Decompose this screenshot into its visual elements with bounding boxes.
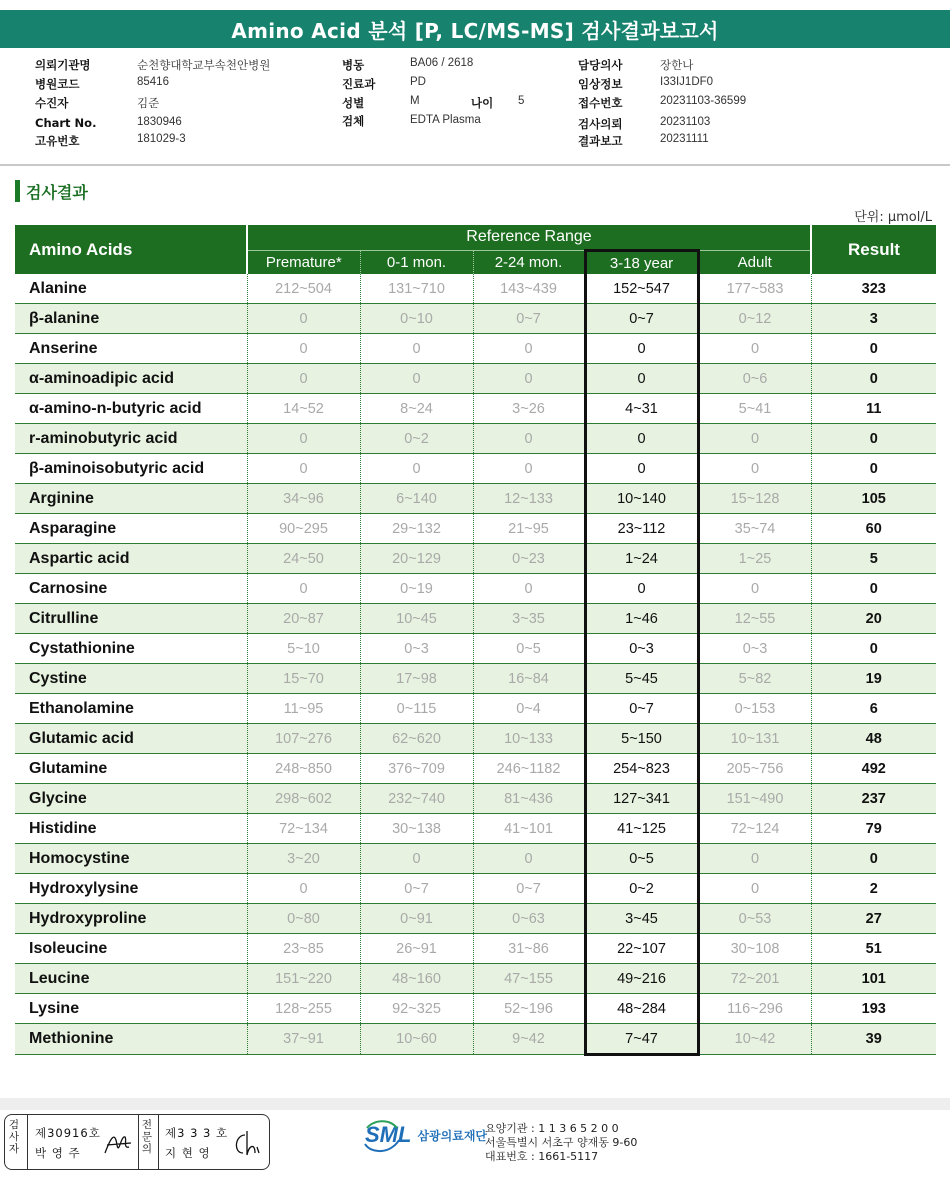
ref-3-18-year: 0~3: [585, 634, 698, 664]
table-row: [15, 574, 936, 604]
table-row: [15, 364, 936, 394]
ref-2-24-mon: 12~133: [473, 484, 585, 514]
ref-2-24-mon: 246~1182: [473, 754, 585, 784]
ref-0-1-mon: 26~91: [360, 934, 473, 964]
label-ward: 병동: [342, 58, 365, 72]
ref-adult: 0~3: [698, 634, 811, 664]
sign-divider-1: [27, 1115, 28, 1169]
ref-3-18-year: 0: [585, 364, 698, 394]
table-row: [15, 634, 936, 664]
amino-acid-name: Hydroxylysine: [15, 874, 247, 904]
amino-acid-name: Methionine: [15, 1024, 247, 1055]
ref-2-24-mon: 0~7: [473, 874, 585, 904]
ref-premature: 3~20: [247, 844, 360, 874]
ref-0-1-mon: 0: [360, 364, 473, 394]
patient-info: [0, 52, 950, 164]
footer-divider: [0, 1098, 950, 1110]
value-department: PD: [410, 76, 426, 88]
ref-adult: 5~82: [698, 664, 811, 694]
report-title: Amino Acid 분석 [P, LC/MS-MS] 검사결과보고서: [0, 10, 950, 48]
amino-acid-name: Hydroxyproline: [15, 904, 247, 934]
ref-0-1-mon: 0: [360, 334, 473, 364]
ref-2-24-mon: 0: [473, 424, 585, 454]
ref-2-24-mon: 0: [473, 574, 585, 604]
ref-premature: 298~602: [247, 784, 360, 814]
table-row: [15, 484, 936, 514]
table-row: [15, 994, 936, 1024]
signer1-signature-icon: [101, 1127, 135, 1159]
ref-3-18-year: 152~547: [585, 274, 698, 304]
table-row: [15, 664, 936, 694]
amino-acid-name: r-aminobutyric acid: [15, 424, 247, 454]
result-value: 5: [811, 544, 936, 574]
amino-acid-name: Aspartic acid: [15, 544, 247, 574]
label-department: 진료과: [342, 77, 376, 91]
ref-adult: 72~124: [698, 814, 811, 844]
lab-contact: [485, 1122, 637, 1164]
ref-2-24-mon: 81~436: [473, 784, 585, 814]
result-value: 105: [811, 484, 936, 514]
table-row: [15, 964, 936, 994]
amino-acid-name: Lysine: [15, 994, 247, 1024]
ref-premature: 107~276: [247, 724, 360, 754]
ref-0-1-mon: 0~91: [360, 904, 473, 934]
sml-logo-arc-icon: [361, 1118, 401, 1154]
ref-adult: 151~490: [698, 784, 811, 814]
header-0-1-mon: 0-1 mon.: [360, 251, 473, 275]
table-row: [15, 784, 936, 814]
ref-3-18-year: 0~7: [585, 304, 698, 334]
value-sex: M: [410, 95, 420, 107]
table-row: [15, 544, 936, 574]
result-value: 0: [811, 634, 936, 664]
ref-premature: 0: [247, 334, 360, 364]
ref-0-1-mon: 232~740: [360, 784, 473, 814]
value-unique-no: 181029-3: [137, 133, 186, 145]
ref-2-24-mon: 3~35: [473, 604, 585, 634]
amino-acid-name: β-alanine: [15, 304, 247, 334]
ref-2-24-mon: 0~5: [473, 634, 585, 664]
value-reception-no: 20231103-36599: [660, 95, 747, 107]
ref-3-18-year: 3~45: [585, 904, 698, 934]
value-requesting-institution: 순천향대학교부속천안병원: [137, 60, 271, 72]
ref-premature: 90~295: [247, 514, 360, 544]
result-value: 492: [811, 754, 936, 784]
ref-2-24-mon: 31~86: [473, 934, 585, 964]
amino-acid-name: Leucine: [15, 964, 247, 994]
value-chart-no: 1830946: [137, 116, 182, 128]
ref-0-1-mon: 0~10: [360, 304, 473, 334]
result-value: 0: [811, 574, 936, 604]
signer1-role: [8, 1119, 22, 1155]
amino-acid-name: Arginine: [15, 484, 247, 514]
ref-adult: 0: [698, 844, 811, 874]
ref-0-1-mon: 17~98: [360, 664, 473, 694]
contact-address: 서울특별시 서초구 양재동 9-60: [485, 1136, 638, 1149]
amino-acid-name: Glutamic acid: [15, 724, 247, 754]
sign-divider-3: [158, 1115, 159, 1169]
amino-acid-name: β-aminoisobutyric acid: [15, 454, 247, 484]
ref-2-24-mon: 0: [473, 364, 585, 394]
ref-2-24-mon: 10~133: [473, 724, 585, 754]
sml-logo-name: 삼광의료재단: [417, 1128, 488, 1143]
ref-adult: 0~153: [698, 694, 811, 724]
signer2-name: 지 현 영: [165, 1146, 211, 1160]
ref-3-18-year: 0~7: [585, 694, 698, 724]
sml-logo-mark: SML: [365, 1122, 412, 1147]
table-row: [15, 844, 936, 874]
ref-0-1-mon: 48~160: [360, 964, 473, 994]
signer2-signature-icon: [229, 1127, 263, 1159]
ref-premature: 0: [247, 874, 360, 904]
table-row: [15, 754, 936, 784]
result-value: 237: [811, 784, 936, 814]
amino-acid-name: Isoleucine: [15, 934, 247, 964]
ref-3-18-year: 127~341: [585, 784, 698, 814]
value-ward: BA06 / 2618: [410, 57, 474, 69]
ref-adult: 10~131: [698, 724, 811, 754]
ref-3-18-year: 49~216: [585, 964, 698, 994]
label-patient: 수진자: [35, 96, 69, 110]
ref-0-1-mon: 0~3: [360, 634, 473, 664]
table-row: [15, 904, 936, 934]
ref-2-24-mon: 47~155: [473, 964, 585, 994]
ref-adult: 12~55: [698, 604, 811, 634]
label-unique-no: 고유번호: [35, 134, 80, 148]
amino-acid-name: Glutamine: [15, 754, 247, 784]
ref-3-18-year: 0~2: [585, 874, 698, 904]
ref-0-1-mon: 376~709: [360, 754, 473, 784]
result-value: 79: [811, 814, 936, 844]
ref-3-18-year: 1~24: [585, 544, 698, 574]
value-specimen: EDTA Plasma: [410, 114, 481, 126]
ref-3-18-year: 1~46: [585, 604, 698, 634]
table-row: [15, 394, 936, 424]
ref-2-24-mon: 0~23: [473, 544, 585, 574]
result-value: 11: [811, 394, 936, 424]
header-reference-range: Reference Range: [247, 225, 811, 251]
ref-premature: 0~80: [247, 904, 360, 934]
label-doctor: 담당의사: [578, 58, 623, 72]
ref-3-18-year: 41~125: [585, 814, 698, 844]
ref-0-1-mon: 131~710: [360, 274, 473, 304]
amino-acid-name: Histidine: [15, 814, 247, 844]
ref-0-1-mon: 6~140: [360, 484, 473, 514]
result-value: 0: [811, 424, 936, 454]
ref-adult: 35~74: [698, 514, 811, 544]
ref-3-18-year: 23~112: [585, 514, 698, 544]
table-row: [15, 274, 936, 304]
ref-adult: 0: [698, 334, 811, 364]
ref-2-24-mon: 0: [473, 844, 585, 874]
amino-acid-name: Asparagine: [15, 514, 247, 544]
ref-2-24-mon: 3~26: [473, 394, 585, 424]
ref-0-1-mon: 92~325: [360, 994, 473, 1024]
ref-3-18-year: 7~47: [585, 1024, 698, 1055]
ref-premature: 5~10: [247, 634, 360, 664]
ref-premature: 212~504: [247, 274, 360, 304]
section-title-text: 검사결과: [26, 182, 88, 202]
result-value: 51: [811, 934, 936, 964]
ref-2-24-mon: 16~84: [473, 664, 585, 694]
label-requesting-institution: 의뢰기관명: [35, 58, 91, 72]
ref-2-24-mon: 0~63: [473, 904, 585, 934]
table-row: [15, 424, 936, 454]
result-value: 27: [811, 904, 936, 934]
ref-adult: 10~42: [698, 1024, 811, 1055]
result-value: 323: [811, 274, 936, 304]
ref-0-1-mon: 0~2: [360, 424, 473, 454]
ref-0-1-mon: 0~19: [360, 574, 473, 604]
ref-premature: 0: [247, 574, 360, 604]
sml-logo: [365, 1122, 487, 1148]
ref-0-1-mon: 8~24: [360, 394, 473, 424]
ref-3-18-year: 4~31: [585, 394, 698, 424]
ref-adult: 0~6: [698, 364, 811, 394]
value-test-request: 20231103: [660, 116, 711, 128]
result-value: 101: [811, 964, 936, 994]
label-result-report: 결과보고: [578, 134, 623, 148]
label-hospital-code: 병원코드: [35, 77, 80, 91]
signer2-role: [141, 1119, 155, 1155]
ref-0-1-mon: 0~7: [360, 874, 473, 904]
ref-premature: 0: [247, 454, 360, 484]
ref-premature: 20~87: [247, 604, 360, 634]
amino-acid-table: [15, 225, 936, 1056]
ref-adult: 116~296: [698, 994, 811, 1024]
ref-3-18-year: 0~5: [585, 844, 698, 874]
ref-premature: 72~134: [247, 814, 360, 844]
header-result: Result: [811, 225, 936, 274]
result-value: 0: [811, 454, 936, 484]
ref-adult: 0: [698, 454, 811, 484]
result-value: 3: [811, 304, 936, 334]
amino-acid-name: Glycine: [15, 784, 247, 814]
table-row: [15, 454, 936, 484]
ref-0-1-mon: 0~115: [360, 694, 473, 724]
signer1-role-text: 검사자: [8, 1119, 20, 1155]
result-value: 0: [811, 334, 936, 364]
ref-2-24-mon: 52~196: [473, 994, 585, 1024]
ref-2-24-mon: 41~101: [473, 814, 585, 844]
label-reception-no: 접수번호: [578, 96, 623, 110]
ref-3-18-year: 0: [585, 574, 698, 604]
ref-adult: 30~108: [698, 934, 811, 964]
result-value: 39: [811, 1024, 936, 1055]
ref-0-1-mon: 0: [360, 454, 473, 484]
value-hospital-code: 85416: [137, 76, 169, 88]
ref-premature: 151~220: [247, 964, 360, 994]
ref-2-24-mon: 143~439: [473, 274, 585, 304]
ref-adult: 205~756: [698, 754, 811, 784]
label-specimen: 검체: [342, 114, 365, 128]
result-value: 0: [811, 844, 936, 874]
ref-adult: 0: [698, 874, 811, 904]
ref-0-1-mon: 0: [360, 844, 473, 874]
result-value: 60: [811, 514, 936, 544]
ref-2-24-mon: 0: [473, 454, 585, 484]
ref-3-18-year: 5~45: [585, 664, 698, 694]
value-doctor: 장한나: [660, 60, 694, 72]
ref-2-24-mon: 9~42: [473, 1024, 585, 1055]
table-row: [15, 304, 936, 334]
header-adult: Adult: [698, 251, 811, 275]
amino-acid-name: Cystathionine: [15, 634, 247, 664]
ref-adult: 1~25: [698, 544, 811, 574]
signature-box: [4, 1114, 270, 1170]
value-clinical-info: I33IJ1DF0: [660, 76, 714, 88]
signer2-role-text: 전문의: [141, 1119, 153, 1155]
header-2-24-mon: 2-24 mon.: [473, 251, 585, 275]
amino-acid-name: α-amino-n-butyric acid: [15, 394, 247, 424]
ref-premature: 11~95: [247, 694, 360, 724]
label-test-request: 검사의뢰: [578, 117, 623, 131]
ref-adult: 15~128: [698, 484, 811, 514]
label-age: 나이: [471, 96, 494, 110]
ref-3-18-year: 10~140: [585, 484, 698, 514]
ref-premature: 23~85: [247, 934, 360, 964]
ref-0-1-mon: 20~129: [360, 544, 473, 574]
ref-0-1-mon: 29~132: [360, 514, 473, 544]
result-value: 0: [811, 364, 936, 394]
table-row: [15, 724, 936, 754]
table-row: [15, 1024, 936, 1055]
result-value: 193: [811, 994, 936, 1024]
value-patient: 김준: [137, 98, 160, 110]
signer2-license: 제3 3 3 호: [165, 1126, 229, 1140]
ref-adult: 72~201: [698, 964, 811, 994]
ref-premature: 15~70: [247, 664, 360, 694]
label-chart-no: Chart No.: [35, 116, 97, 130]
amino-acid-name: α-aminoadipic acid: [15, 364, 247, 394]
header-amino-acids: Amino Acids: [15, 225, 247, 274]
ref-premature: 34~96: [247, 484, 360, 514]
amino-acid-name: Carnosine: [15, 574, 247, 604]
ref-adult: 0~53: [698, 904, 811, 934]
ref-premature: 37~91: [247, 1024, 360, 1055]
signer1-license: 제30916호: [35, 1126, 101, 1140]
result-value: 20: [811, 604, 936, 634]
value-age: 5: [518, 95, 525, 107]
ref-premature: 14~52: [247, 394, 360, 424]
amino-acid-name: Cystine: [15, 664, 247, 694]
section-heading: [15, 180, 88, 202]
sign-divider-2: [138, 1115, 139, 1169]
ref-premature: 0: [247, 364, 360, 394]
table-row: [15, 334, 936, 364]
ref-3-18-year: 22~107: [585, 934, 698, 964]
amino-acid-name: Anserine: [15, 334, 247, 364]
amino-acid-name: Alanine: [15, 274, 247, 304]
ref-3-18-year: 0: [585, 334, 698, 364]
label-clinical-info: 임상정보: [578, 77, 623, 91]
ref-adult: 5~41: [698, 394, 811, 424]
header-divider: [0, 164, 950, 166]
table-row: [15, 814, 936, 844]
amino-acid-name: Homocystine: [15, 844, 247, 874]
contact-phone: 대표번호 : 1661-5117: [485, 1150, 599, 1163]
ref-2-24-mon: 0: [473, 334, 585, 364]
ref-premature: 0: [247, 424, 360, 454]
ref-2-24-mon: 0~7: [473, 304, 585, 334]
ref-3-18-year: 0: [585, 454, 698, 484]
amino-acid-name: Ethanolamine: [15, 694, 247, 724]
header-premature: Premature*: [247, 251, 360, 275]
ref-3-18-year: 5~150: [585, 724, 698, 754]
ref-2-24-mon: 0~4: [473, 694, 585, 724]
ref-adult: 0: [698, 574, 811, 604]
ref-0-1-mon: 30~138: [360, 814, 473, 844]
result-value: 2: [811, 874, 936, 904]
ref-2-24-mon: 21~95: [473, 514, 585, 544]
section-marker: [15, 180, 20, 202]
ref-premature: 0: [247, 304, 360, 334]
ref-3-18-year: 48~284: [585, 994, 698, 1024]
table-row: [15, 934, 936, 964]
ref-premature: 248~850: [247, 754, 360, 784]
unit-label: 단위: μmol/L: [854, 210, 932, 225]
value-result-report: 20231111: [660, 133, 709, 145]
ref-0-1-mon: 62~620: [360, 724, 473, 754]
ref-adult: 177~583: [698, 274, 811, 304]
result-value: 6: [811, 694, 936, 724]
table-row: [15, 604, 936, 634]
table-row: [15, 694, 936, 724]
signer1-name: 박 영 주: [35, 1146, 81, 1160]
table-row: [15, 874, 936, 904]
contact-institution-code: 요양기관 : 1 1 3 6 5 2 0 0: [485, 1122, 619, 1135]
ref-0-1-mon: 10~60: [360, 1024, 473, 1055]
label-sex: 성별: [342, 96, 365, 110]
table-row: [15, 514, 936, 544]
ref-adult: 0~12: [698, 304, 811, 334]
amino-acid-name: Citrulline: [15, 604, 247, 634]
ref-0-1-mon: 10~45: [360, 604, 473, 634]
ref-adult: 0: [698, 424, 811, 454]
ref-3-18-year: 0: [585, 424, 698, 454]
ref-premature: 24~50: [247, 544, 360, 574]
ref-3-18-year: 254~823: [585, 754, 698, 784]
header-3-18-year: 3-18 year: [585, 251, 698, 275]
result-value: 48: [811, 724, 936, 754]
ref-premature: 128~255: [247, 994, 360, 1024]
result-value: 19: [811, 664, 936, 694]
